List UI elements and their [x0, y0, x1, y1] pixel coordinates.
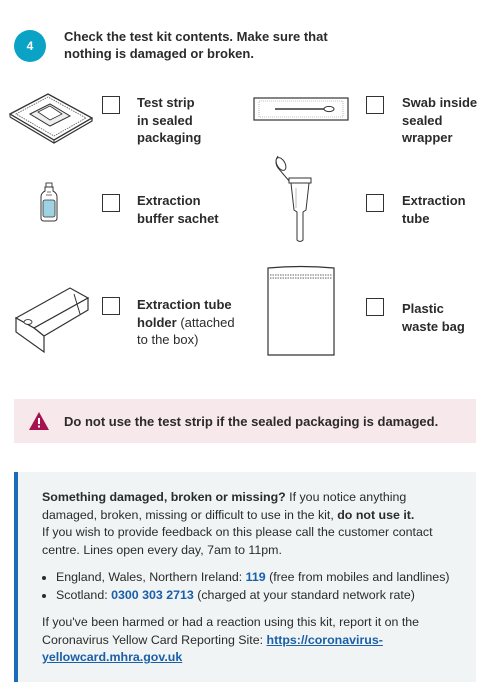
contact-list [42, 569, 462, 604]
swab-wrapper-image [253, 96, 349, 122]
extraction-tube-label: Extraction tube [402, 193, 466, 226]
swab-checkbox[interactable] [366, 96, 384, 114]
warning-banner [14, 399, 476, 443]
info-paragraph-yellow-card: If you've been harmed or had a reaction using this kit, report it on the Coronavirus Yellow Card Reporting Site: https://coronavirus-yellowcard.mhra.gov.uk [42, 615, 420, 664]
buffer-sachet-label: Extraction buffer sachet [137, 193, 219, 226]
waste-bag-image [266, 265, 336, 357]
warning-text: Do not use the test strip if the sealed packaging is damaged. [64, 413, 439, 429]
test-strip-packaging-image [8, 92, 94, 144]
tube-holder-checkbox[interactable] [102, 297, 120, 315]
waste-bag-label: Plastic waste bag [402, 301, 465, 334]
info-box [14, 472, 476, 682]
step-instruction: Check the test kit contents. Make sure that nothing is damaged or broken. [64, 29, 328, 61]
test-strip-checkbox[interactable] [102, 96, 120, 114]
buffer-sachet-checkbox[interactable] [102, 194, 120, 212]
info-paragraph-feedback: If you wish to provide feedback on this please call the customer contact centre. Lines open every day, 7am to 11pm. [42, 525, 433, 557]
info-paragraph-damaged: Something damaged, broken or missing? If you notice anything damaged, broken, missing or difficult to use in the kit, do not use it. [42, 490, 415, 522]
tube-holder-label: Extraction tube holder (attached to the box) [137, 297, 235, 347]
step-number-badge: 4 [14, 30, 46, 62]
tube-holder-image [10, 280, 90, 356]
contact-item-scotland: • Scotland: 0300 303 2713 (charged at your standard network rate) [56, 587, 462, 605]
extraction-tube-image [272, 154, 318, 244]
yellow-card-link[interactable]: https://coronavirus-yellowcard.mhra.gov.uk [42, 632, 383, 664]
test-strip-label: Test strip in sealed packaging [137, 95, 202, 145]
extraction-tube-checkbox[interactable] [366, 194, 384, 212]
warning-triangle-icon [28, 411, 50, 431]
swab-label: Swab inside sealed wrapper [402, 95, 478, 145]
contact-item-england: • England, Wales, Northern Ireland: 119 (free from mobiles and landlines) [56, 569, 462, 587]
buffer-sachet-image [40, 182, 58, 222]
waste-bag-checkbox[interactable] [366, 298, 384, 316]
